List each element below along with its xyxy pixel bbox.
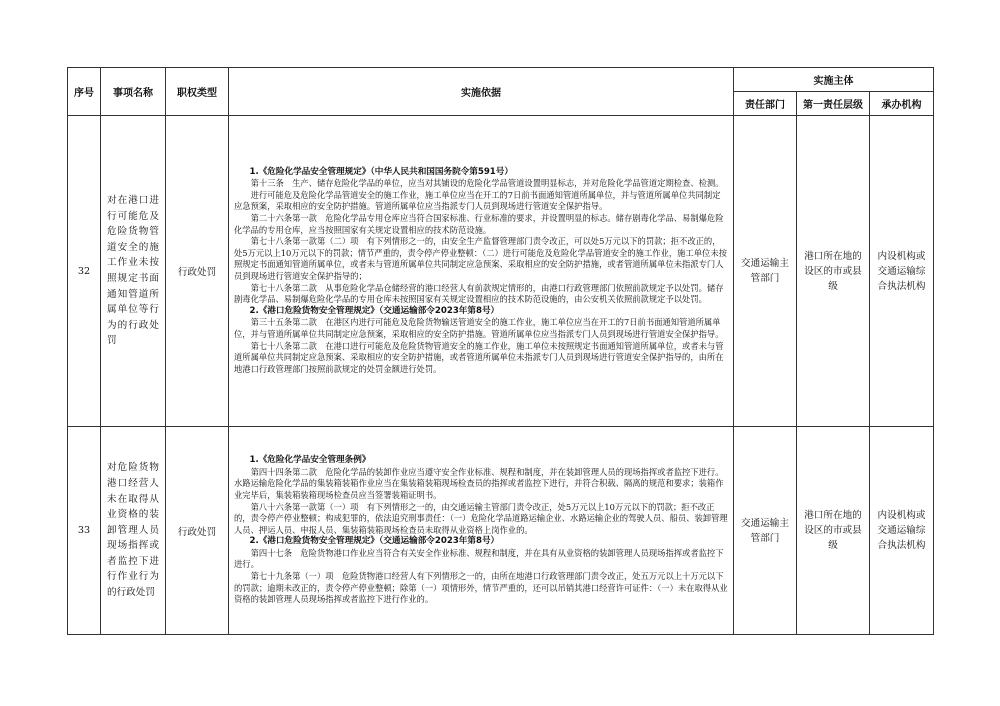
- row-power-type: 行政处罚: [166, 116, 229, 427]
- row-level: 港口所在地的设区的市或县级: [797, 427, 870, 635]
- header-basis: 实施依据: [229, 68, 734, 116]
- row-item-name: 对在港口进行可能危及危险货物管道安全的施工作业未按照规定书面通知管道所属单位等行为的行政处罚: [101, 116, 166, 427]
- header-subject: 实施主体: [734, 68, 934, 92]
- basis-paragraph: 第三十五条第二款 在港区内进行可能危及危险货物输送管道安全的施工作业，施工单位应当在开工的7日前书面通知管道所属单位，并与管道所属单位共同制定应急预案，采取相应的安全防护措施。管道所属单位应当指派专门人员到现场进行管道安全保护指导。: [234, 317, 724, 339]
- row-power-type: 行政处罚: [166, 427, 229, 635]
- basis-paragraph: 第十三条 生产、储存危险化学品的单位，应当对其铺设的危险化学品管道设置明显标志，并对危险化学品管道定期检查、检测。: [250, 178, 724, 189]
- basis-paragraph: 第四十四条第二款 危险化学品的装卸作业应当遵守安全作业标准、规程和制度，并在装卸管理人员的现场指挥或者监控下进行。水路运输危险化学品的集装箱装箱作业应当在集装箱装箱现场检查员的指挥或者监控下进行，并符合积载、隔离的规范和要求；装箱作业完毕后，集装箱装箱现场检查员应当签署装箱证明书。: [234, 466, 724, 500]
- header-power-type: 职权类型: [166, 68, 229, 116]
- basis-paragraph: 第八十六条第一款第（一）项 有下列情形之一的，由交通运输主管部门责令改正，处5万元以上10万元以下的罚款；拒不改正的，责令停产停业整顿；构成犯罪的，依法追究刑事责任：（一）危险化学品道路运输企业、水路运输企业的驾驶人员、船员、装卸管理人员、押运人员、申报人员、集装箱装箱现场检查员未取得从业资格上岗作业的。: [234, 501, 728, 535]
- header-seq: 序号: [68, 68, 101, 116]
- authority-table: [67, 67, 934, 635]
- law-title: 1.《危险化学品安全管理条例》: [249, 455, 371, 466]
- row-org: 内设机构或交通运输综合执法机构: [870, 427, 934, 635]
- basis-paragraph: 第七十九条第（一）项 危险货物港口经营人有下列情形之一的，由所在地港口行政管理部门责令改正，处五万元以上十万元以下的罚款；逾期未改正的，责令停产停业整顿；除第（一）项情形外，情节严重的，还可以吊销其港口经营许可证件：（一）未在取得从业资格的装卸管理人员现场指挥或者监控下进行作业的。: [234, 571, 728, 605]
- row-seq: 33: [68, 427, 101, 635]
- basis-paragraph: 第七十八条第一款第（二）项 有下列情形之一的，由安全生产监督管理部门责令改正，可以处5万元以下的罚款；拒不改正的，处5万元以上10万元以下的罚款；情节严重的，责令停产停业整顿：（二）进行可能危及危险化学品管道安全的施工作业，施工单位未按照规定书面通知管道所属单位，或者未与管道所属单位共同制定应急预案、采取相应的安全防护措施，或者管道所属单位未指派专门人员到现场进行管道安全保护指导的；: [234, 236, 727, 281]
- header-dept: 责任部门: [734, 92, 797, 116]
- basis-paragraph: 第四十七条 危险货物港口作业应当符合有关安全作业标准、规程和制度，并在具有从业资格的装卸管理人员现场指挥或者监控下进行。: [234, 547, 724, 570]
- row-item-name: 对危险货物港口经营人未在取得从业资格的装卸管理人员现场指挥或者监控下进行作业行为的行政处罚: [101, 427, 166, 635]
- row-org: 内设机构或交通运输综合执法机构: [870, 116, 934, 427]
- header-level: 第一责任层级: [797, 92, 870, 116]
- basis-paragraph: 进行可能危及危险化学品管道安全的施工作业，施工单位应当在开工的7日前书面通知管道所属单位，并与管道所属单位共同制定应急预案，采取相应的安全防护措施。管道所属单位应当指派专门人员到现场进行管道安全保护指导。: [234, 189, 721, 212]
- law-title: 2.《港口危险货物安全管理规定》（交通运输部令2023年第8号）: [249, 536, 500, 547]
- law-title: 2.《港口危险货物安全管理规定》（交通运输部令2023年第8号）: [249, 305, 500, 316]
- row-level: 港口所在地的设区的市或县级: [797, 116, 870, 427]
- row-dept: 交通运输主管部门: [734, 116, 797, 427]
- table-row: [68, 427, 934, 635]
- row-dept: 交通运输主管部门: [734, 427, 797, 635]
- header-org: 承办机构: [870, 92, 934, 116]
- row-basis: [229, 427, 734, 635]
- basis-paragraph: 第七十八条第二款 在港口进行可能危及危险货物管道安全的施工作业，施工单位未按照规定书面通知管道所属单位，或者未与管道所属单位共同制定应急预案、采取相应的安全防护措施，或者管道所属单位未指派专门人员到现场进行管道安全保护指导的，由所在地港口行政管理部门按照前款规定的处罚金额进行处罚。: [234, 340, 724, 374]
- header-item-name: 事项名称: [101, 68, 166, 116]
- row-basis: [229, 116, 734, 427]
- law-title: 1.《危险化学品安全管理规定》（中华人民共和国国务院令第591号）: [249, 166, 513, 177]
- table-row: [68, 116, 934, 427]
- basis-paragraph: 第七十八条第二款 从事危险化学品仓储经营的港口经营人有前款规定情形的，由港口行政管理部门依照前款规定予以处罚。储存剧毒化学品、易制爆危险化学品的专用仓库未按照国家有关规定设置相应的技术防范设施的，由公安机关依照前款规定予以处罚。: [234, 282, 724, 305]
- row-seq: 32: [68, 116, 101, 427]
- basis-paragraph: 第二十六条第一款 危险化学品专用仓库应当符合国家标准、行业标准的要求，并设置明显的标志。储存剧毒化学品、易制爆危险化学品的专用仓库，应当按照国家有关规定设置相应的技术防范设施。: [234, 213, 724, 235]
